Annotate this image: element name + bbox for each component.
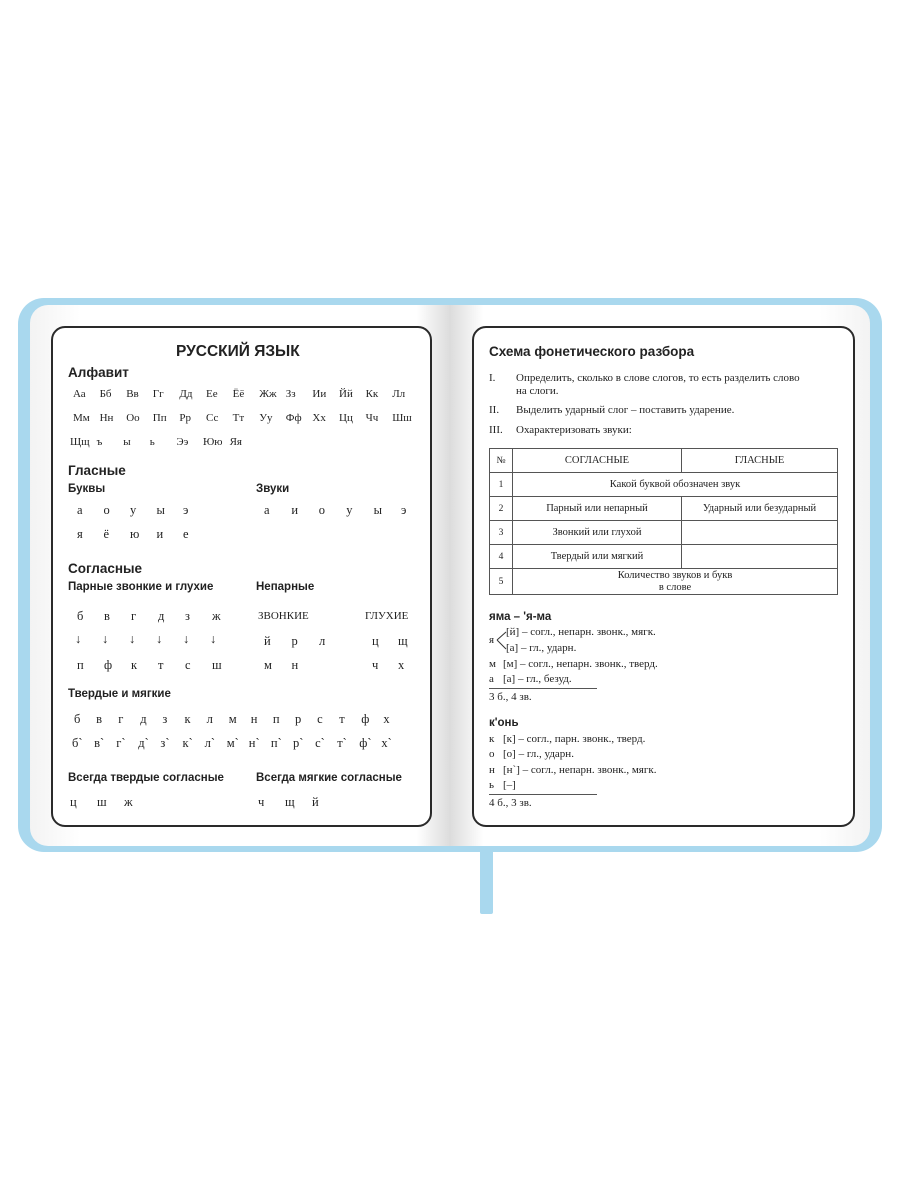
example-1-sound: [а] – гл., ударн. [506,642,577,654]
consonants-heading: Согласные [68,561,143,576]
paired-voiced-letter: г [131,609,137,623]
always-soft-letter: щ [285,795,295,809]
down-arrow-icon: ↓ [129,632,136,646]
alphabet-letter: Шш [392,412,412,424]
vowel-sound: ы [373,503,382,517]
unpaired-voiceless-letter: щ [398,634,408,648]
alphabet-letter: Яя [229,436,242,448]
example-2-sound: [н`] – согл., непарн. звонк., мягк. [503,764,657,776]
vowels-heading: Гласные [68,463,126,478]
soft-consonant: б` [72,736,83,750]
header-consonants: СОГЛАСНЫЕ [513,449,682,473]
hard-consonant: х [383,712,390,726]
alphabet-letter: Гг [152,388,164,400]
table-cell [682,521,838,545]
hard-consonant: т [339,712,345,726]
voiceless-label: ГЛУХИЕ [365,610,409,622]
phonetic-scheme-table [489,448,838,595]
always-hard-letter: ш [97,795,107,809]
soft-consonant: ф` [359,736,372,750]
paired-voiceless-letter: ш [212,658,222,672]
example-1-letter: а [489,673,494,685]
example-1-word: яма – 'я-ма [489,611,552,623]
soft-consonant: г` [116,736,126,750]
table-row [490,473,838,497]
alphabet-letter: Ээ [176,436,189,448]
example-2-sound: [–] [503,779,516,791]
example-2-letter: ь [489,779,495,791]
alphabet-letter: Ии [312,388,327,400]
example-2-divider [489,794,597,795]
example-1-sound: [а] – гл., безуд. [503,673,572,685]
table-cell: Ударный или безударный [682,497,838,521]
alphabet-letter: Юю [203,436,223,448]
unpaired-voiceless-letter: ц [372,634,379,648]
vowel-sound: э [401,503,407,517]
down-arrow-icon: ↓ [75,632,82,646]
step-2-text: Выделить ударный слог – поставить ударение. [516,404,735,416]
table-cell-line-1: Количество звуков и букв [617,569,733,581]
step-1-text: Определить, сколько в слове слогов, то есть разделить слово [516,372,800,384]
soft-consonant: с` [315,736,325,750]
example-2-letter: о [489,748,495,760]
step-3-num: III. [489,424,503,436]
example-1-sound: [й] – согл., непарн. звонк., мягк. [506,626,656,638]
hard-consonant: в [96,712,102,726]
table-cell [682,545,838,569]
alphabet-letter: Хх [312,412,326,424]
example-2-letter: н [489,764,495,776]
down-arrow-icon: ↓ [102,632,109,646]
soft-consonant: з` [160,736,170,750]
alphabet-letter: Уу [259,412,273,424]
letters-label: Буквы [68,483,106,495]
always-soft-letter: й [312,795,319,809]
example-2-word: к'онь [489,717,519,729]
page-title: РУССКИЙ ЯЗЫК [176,343,300,360]
alphabet-letter: Сс [206,412,219,424]
soft-consonant: в` [94,736,105,750]
always-hard-letter: ц [70,795,77,809]
alphabet-letter: Фф [285,412,302,424]
paired-label: Парные звонкие и глухие [68,581,214,593]
soft-consonant: т` [337,736,347,750]
alphabet-letter: Кк [365,388,379,400]
alphabet-letter: Аа [73,388,86,400]
example-1-letter: м [489,658,496,670]
alphabet-letter: Чч [365,412,379,424]
table-row [490,497,838,521]
soft-consonant: р` [293,736,304,750]
alphabet-letter: Зз [285,388,296,400]
unpaired-voiceless-letter: ч [372,658,379,672]
hard-consonant: к [184,712,191,726]
paired-voiceless-letter: т [158,658,164,672]
paired-voiced-letter: ж [212,609,221,623]
hard-consonant: ф [361,712,370,726]
table-cell: Какой буквой обозначен звук [513,473,838,497]
example-1-divider [489,688,597,689]
alphabet-letter: Лл [392,388,406,400]
alphabet-letter: Ее [206,388,218,400]
left-page-frame [51,326,432,827]
paired-voiced-letter: з [185,609,190,623]
soft-consonant: д` [138,736,149,750]
always-hard-label: Всегда твердые согласные [68,772,224,784]
vowel-sound: и [291,503,299,517]
soft-consonant: п` [270,736,282,750]
alphabet-letter: Вв [126,388,139,400]
example-2-letter: к [489,733,495,745]
hard-consonant: д [140,712,147,726]
always-hard-letter: ж [124,795,133,809]
step-1-text-cont: на слоги. [516,385,559,397]
table-row [490,521,838,545]
paired-voiceless-letter: с [185,658,191,672]
paired-voiced-letter: д [158,609,165,623]
vowel-letter: я [77,527,83,541]
alphabet-letter: Рр [179,412,192,424]
hard-consonant: м [228,712,237,726]
alphabet-letter: Ёё [232,388,245,400]
row-num: 4 [490,545,513,569]
hard-consonant: л [206,712,213,726]
table-cell: Парный или непарный [513,497,682,521]
vowel-sound: о [318,503,326,517]
alphabet-letter: Йй [339,388,353,400]
step-1-num: I. [489,372,496,384]
alphabet-letter: Оо [126,412,140,424]
paired-voiced-letter: в [104,609,110,623]
header-vowels: ГЛАСНЫЕ [682,449,838,473]
alphabet-letter: Дд [179,388,193,400]
paired-voiceless-letter: к [131,658,138,672]
soft-consonant: н` [248,736,260,750]
alphabet-heading: Алфавит [68,365,129,380]
alphabet-letter: ъ [96,436,103,448]
vowel-letter: э [183,503,189,517]
alphabet-letter: ь [149,436,155,448]
soft-consonant: м` [226,736,239,750]
table-cell: Звонкий или глухой [513,521,682,545]
step-2-num: II. [489,404,500,416]
down-arrow-icon: ↓ [210,632,217,646]
hard-consonant: с [317,712,323,726]
alphabet-letter: Мм [73,412,90,424]
vowel-letter: а [77,503,83,517]
alphabet-letter: Нн [99,412,114,424]
hard-consonant: р [295,712,302,726]
hard-soft-label: Твердые и мягкие [68,688,171,700]
unpaired-voiced-letter: р [291,634,298,648]
step-3-text: Охарактеризовать звуки: [516,424,632,436]
sounds-label: Звуки [256,483,290,495]
table-row [490,545,838,569]
vowel-letter: ы [156,503,165,517]
unpaired-voiced-letter: н [291,658,299,672]
row-num: 5 [490,569,513,595]
unpaired-voiceless-letter: х [398,658,405,672]
row-num: 1 [490,473,513,497]
soft-consonant: л` [204,736,215,750]
table-cell [513,569,838,595]
scheme-title: Схема фонетического разбора [489,344,695,359]
vowel-letter: ю [130,527,140,541]
vowel-letter: ё [103,527,110,541]
paired-voiced-letter: б [77,609,84,623]
voiced-label: ЗВОНКИЕ [258,610,309,622]
alphabet-letter: Цц [339,412,353,424]
table-cell-line-2: в слове [658,581,692,593]
table-cell: Твердый или мягкий [513,545,682,569]
example-1-letter: я [489,634,495,646]
always-soft-label: Всегда мягкие согласные [256,772,402,784]
vowel-letter: о [103,503,110,517]
example-1-sound: [м] – согл., непарн. звонк., тверд. [503,658,658,670]
unpaired-voiced-letter: м [264,658,272,672]
alphabet-letter: Бб [99,388,112,400]
bookmark-ribbon [480,846,493,914]
vowel-sound: а [264,503,270,517]
soft-consonant: х` [381,736,392,750]
paired-voiceless-letter: ф [104,658,113,672]
hard-consonant: н [250,712,258,726]
row-num: 3 [490,521,513,545]
soft-consonant: к` [182,736,193,750]
unpaired-label: Непарные [256,581,315,593]
paired-voiceless-letter: п [77,658,84,672]
example-2-sound: [к] – согл., парн. звонк., тверд. [503,733,646,745]
alphabet-letter: Тт [232,412,245,424]
unpaired-voiced-letter: л [319,634,326,648]
vowel-sound: у [346,503,353,517]
example-1-summary: 3 б., 4 зв. [489,691,532,703]
always-soft-letter: ч [258,795,265,809]
alphabet-letter: ы [123,436,131,448]
vowel-letter: е [183,527,189,541]
unpaired-voiced-letter: й [264,634,271,648]
row-num: 2 [490,497,513,521]
example-2-summary: 4 б., 3 зв. [489,797,532,809]
hard-consonant: п [272,712,280,726]
hard-consonant: г [118,712,124,726]
vowel-letter: и [156,527,164,541]
hard-consonant: з [162,712,168,726]
alphabet-letter: Жж [259,388,277,400]
hard-consonant: б [74,712,81,726]
table-row [490,569,838,595]
down-arrow-icon: ↓ [183,632,190,646]
header-num: № [490,449,513,473]
vowel-letter: у [130,503,137,517]
example-2-sound: [о] – гл., ударн. [503,748,574,760]
alphabet-letter: Пп [152,412,167,424]
table-header-row [490,449,838,473]
alphabet-letter: Щщ [70,436,90,448]
down-arrow-icon: ↓ [156,632,163,646]
